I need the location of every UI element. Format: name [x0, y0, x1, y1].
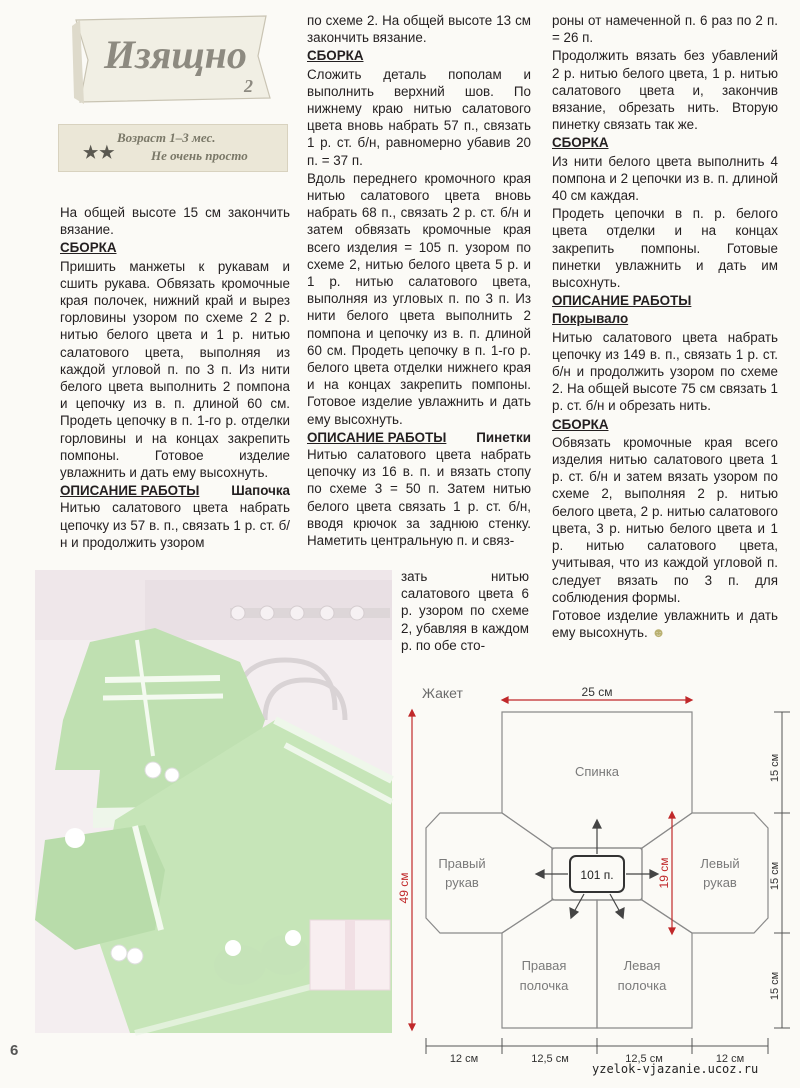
section-heading-sborka: СБОРКА	[552, 135, 609, 151]
back-label: Спинка	[574, 764, 620, 779]
right-front-label-2: полочка	[519, 978, 569, 993]
dim-b1-label: 12 см	[449, 1053, 479, 1065]
paragraph-4: Нитью салатового цвета набрать цепочку из 149 в. п., связать 1 р. ст. б/н и продолжить узором по схеме 2. На общей высоте 75 см связать 1 р. ст. б/н и обрезать нить.	[552, 329, 778, 414]
section-heading-opisanie: ОПИСАНИЕ РАБОТЫ	[307, 429, 447, 445]
section-heading-opisanie: ОПИСАНИЕ РАБОТЫ	[552, 293, 692, 309]
text-column-3	[552, 12, 778, 642]
text-column-1	[60, 204, 290, 552]
section-subheading-pinetki: Пинетки	[476, 429, 531, 445]
right-sleeve-piece	[426, 813, 552, 933]
paragraph-1: Сложить деталь пополам и выполнить верхний шов. По нижнему краю нитью салатового цвета вновь набрать 57 п., связать 1 р. ст. б/н, равномерно убавив 20 п. = 37 п.	[307, 66, 531, 168]
dim-b3-label: 12,5 см	[625, 1053, 663, 1065]
section-heading-sborka: СБОРКА	[307, 48, 364, 64]
diagram-title: Жакет	[422, 685, 463, 701]
intro-text: На общей высоте 15 см закончить вязание.	[60, 205, 290, 238]
dim-height-label: 49 см	[397, 872, 411, 904]
jacket-schematic	[397, 668, 796, 1068]
paragraph-2: Вдоль переднего кромочного края нитью салатового цвета вновь набрать 68 п., связать 2 р. ст. б/н и затем обвязать кромочные края всего изделия = 105 п. узором по схеме 2, нитью белого цвета 5 р. и 1 р. нитью салатового цвета, выполняя из угловых п. по 3 п. Из нити белого цвета выполнить 2 помпона и цепочку из в. п. длиной 60 см. Продеть цепочку в п. 1-го р. белого цвета отделки нижнего края и на концах закрепить помпоны. Готовое изделие увлажнить и дать ему высохнуть.	[307, 170, 531, 427]
banner-graphic	[70, 12, 278, 106]
text-column-2-wrap	[401, 568, 529, 655]
section-subheading-pokryvalo: Покрывало	[552, 311, 629, 327]
right-sleeve-label-1: Правый	[438, 856, 486, 871]
right-front-label-1: Правая	[521, 958, 567, 973]
difficulty-label: Не очень просто	[151, 148, 248, 163]
section-subheading-shapochka: Шапочка	[231, 483, 290, 499]
dim-sleeve-label: 19 см	[657, 857, 671, 889]
bottom-dimensions	[426, 1038, 768, 1054]
paragraph-3: Нитью салатового цвета набрать цепочку из 16 в. п. и вязать стопу по схеме 3 = 50 п. Затем нитью белого цвета связать 1 р. ст. б/н, вводя крючок за заднюю стенку. Наметить центральную п. и связ-	[307, 447, 531, 549]
paragraph-1: Продолжить вязать без убавлений 2 р. нитью белого цвета, 1 р. нитью салатового цвета и, закончив вязание, обрезать нить. Вторую пинетку связать так же.	[552, 48, 778, 133]
left-front-label-2: полочка	[617, 978, 667, 993]
left-front-label-1: Левая	[623, 958, 661, 973]
paragraph-3-cont: зать нитью салатового цвета 6 р. узором по схеме 2, убавляя в каждом р. по обе сто-	[401, 569, 529, 653]
product-photo	[35, 570, 392, 1033]
text-column-2	[307, 12, 531, 550]
section-heading-sborka-2: СБОРКА	[552, 416, 609, 432]
section-heading-opisanie: ОПИСАНИЕ РАБОТЫ	[60, 483, 200, 499]
cont-text: роны от намеченной п. 6 раз по 2 п. = 26 п.	[552, 13, 778, 46]
difficulty-box	[58, 124, 288, 172]
dim-b2-label: 12,5 см	[531, 1053, 569, 1065]
pattern-number: 2	[244, 76, 253, 96]
stars-icon: ★★	[83, 143, 116, 162]
dim-top-label: 25 см	[581, 685, 613, 699]
age-label: Возраст 1–3 мес.	[117, 130, 216, 145]
cont-text: по схеме 2. На общей высоте 13 см закончить вязание.	[307, 13, 531, 46]
center-label: 101 п.	[580, 868, 614, 882]
paragraph-5: Обвязать кромочные края всего изделия нитью салатового цвета 1 р. ст. б/н и затем вязать узором по схеме 2, выполняя 2 р. нитью белого цвета, 2 р. нитью салатового цвета, 3 р. нитью белого цвета и 1 р. нитью салатового цвета, учитывая, что из каждой угловой п. следует вязать по 3 п. для соблюдения формы.	[552, 434, 778, 605]
page-title: Изящно	[104, 32, 247, 77]
section-heading-sborka: СБОРКА	[60, 240, 117, 256]
section-heading-row	[60, 482, 290, 499]
left-sleeve-label-1: Левый	[700, 856, 740, 871]
left-sleeve-label-2: рукав	[703, 875, 737, 890]
source-url: yzelok-vjazanie.ucoz.ru	[592, 1062, 759, 1076]
dim-b4-label: 12 см	[715, 1053, 745, 1065]
page-number: 6	[10, 1042, 19, 1059]
dim-r2-label: 15 см	[769, 861, 781, 891]
paragraph-6	[552, 607, 778, 641]
paragraph-3: Продеть цепочки в п. р. белого цвета отделки и на концах закрепить помпоны. Готовые пинетки увлажнить и дать им высохнуть.	[552, 206, 778, 291]
sborka-text: Пришить манжеты к рукавам и сшить рукава. Обвязать кромочные края полочек, нижний край и вырез горловины узором по схеме 2 2 р. нитью белого цвета и 1 р. нитью салатового цвета, выполняя из каждой угловой п. по 3 п. Из нити белого цвета выполнить 2 помпона и цепочку из в. п. длиной 60 см. Продеть цепочку в п. 1-го р. отделки горловины и на концах закрепить помпоны. Готовое изделие увлажнить и дать ему высохнуть.	[60, 258, 290, 481]
shapochka-text: Нитью салатового цвета набрать цепочку из 57 в. п., связать 1 р. ст. б/н и продолжить узором	[60, 500, 290, 550]
paragraph-6-text: Готовое изделие увлажнить и дать ему высохнуть.	[552, 607, 778, 641]
dim-r3-label: 15 см	[769, 971, 781, 1001]
end-mark-icon: ☻	[651, 625, 666, 641]
dim-r1-label: 15 см	[769, 753, 781, 783]
paragraph-2: Из нити белого цвета выполнить 4 помпона и 2 цепочки из в. п. длиной 40 см каждая.	[552, 153, 778, 204]
section-heading-row	[307, 429, 531, 446]
title-banner	[70, 12, 278, 106]
right-sleeve-label-2: рукав	[445, 875, 479, 890]
